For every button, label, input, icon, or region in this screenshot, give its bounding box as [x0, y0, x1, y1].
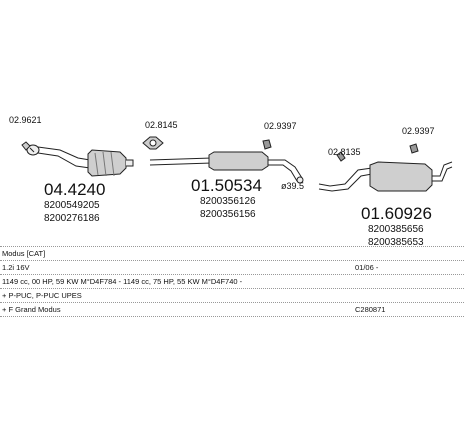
oem-number: 8200356126: [200, 196, 256, 207]
fitting-code: 02.9621: [9, 115, 42, 125]
table-row: [0, 289, 464, 303]
vehicle-table: [0, 246, 464, 317]
vehicle-model: Modus [CAT]: [2, 249, 46, 258]
oem-number: 8200356156: [200, 209, 256, 220]
pipe-diameter-label: ø39.5: [281, 181, 305, 191]
empty-area: [0, 330, 464, 441]
part-number: 04.4240: [44, 180, 106, 199]
oem-number: 8200276186: [44, 213, 100, 224]
fitting-code: 02.9397: [264, 121, 297, 131]
rubber-hanger-icon: [410, 144, 418, 153]
variant-note: + F Grand Modus: [2, 305, 61, 314]
engine-spec: 1.2i 16V: [2, 263, 30, 272]
chassis-code: C280871: [355, 305, 386, 314]
fitting-code: 02.8145: [145, 120, 178, 130]
option-note: + P-PUC, P-PUC UPES: [2, 291, 82, 300]
oem-number: 8200549205: [44, 200, 100, 211]
part-number: 01.60926: [361, 204, 432, 223]
gasket-icon: [143, 137, 163, 149]
rubber-hanger-icon: [263, 140, 271, 149]
production-date: 01/06 -: [355, 263, 379, 272]
engine-detail: 1149 cc, 00 HP, 59 KW M°D4F784 - 1149 cc, 75 HP, 55 KW M°D4F740 -: [2, 277, 243, 286]
fitting-code: 02.9397: [402, 126, 435, 136]
oem-number: 8200385653: [368, 237, 424, 245]
part-number: 01.50534: [191, 176, 262, 195]
fitting-code: 02.8135: [328, 147, 361, 157]
table-row: [0, 303, 464, 317]
rear-silencer-drawing: [319, 162, 452, 191]
table-row: [0, 246, 464, 261]
catalytic-converter-drawing: [27, 145, 133, 176]
table-row: [0, 275, 464, 289]
table-row: [0, 261, 464, 275]
oem-number: 8200385656: [368, 224, 424, 235]
